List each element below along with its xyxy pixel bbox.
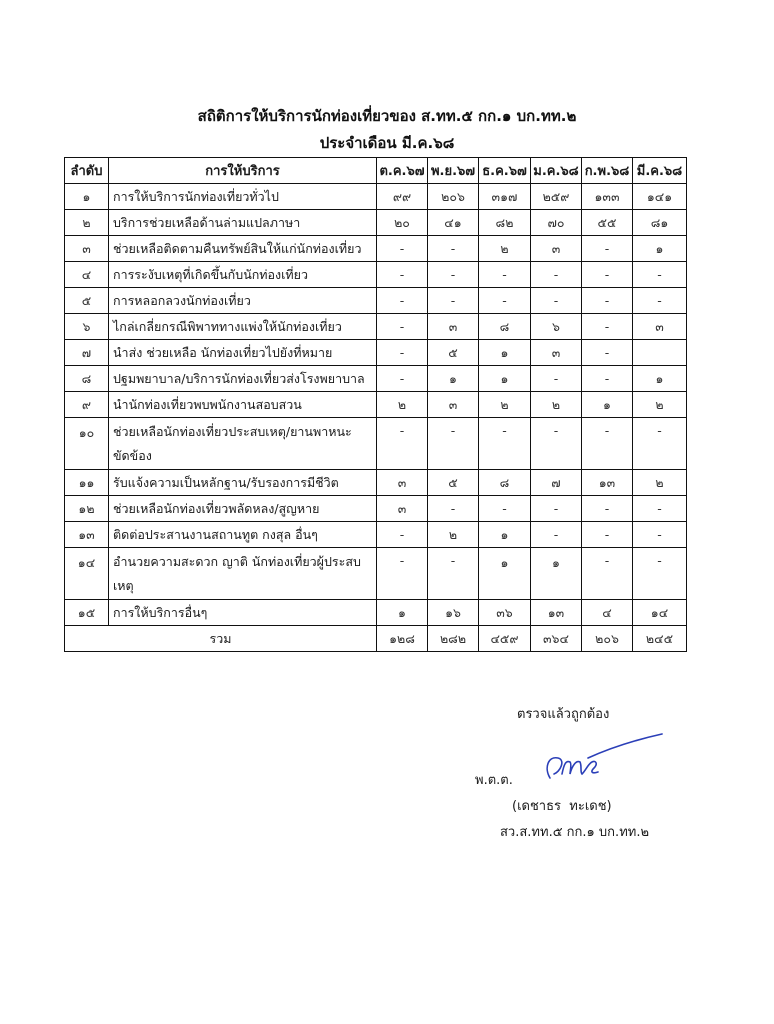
header-month: ก.พ.๖๘ [582, 158, 633, 184]
row-number: ๘ [65, 366, 109, 392]
signer-rank: พ.ต.ต. [475, 773, 513, 788]
verified-text: ตรวจแล้วถูกต้อง [517, 707, 610, 722]
service-name: นำส่ง ช่วยเหลือ นักท่องเที่ยวไปยังที่หมาย [109, 340, 377, 366]
month-value: - [377, 522, 428, 548]
month-value: ๓ [428, 314, 479, 340]
service-name: ช่วยเหลือนักท่องเที่ยวพลัดหลง/สูญหาย [109, 496, 377, 522]
row-number: ๑๒ [65, 496, 109, 522]
month-value: ๑๓ [582, 470, 633, 496]
month-value: ๑๔๑ [633, 184, 687, 210]
table-row [65, 340, 687, 366]
month-value: - [531, 522, 582, 548]
row-number: ๑ [65, 184, 109, 210]
table-row [65, 262, 687, 288]
table-row [65, 210, 687, 236]
month-value: ๑ [633, 236, 687, 262]
service-name: ไกล่เกลี่ยกรณีพิพาททางแพ่งให้นักท่องเที่ยว [109, 314, 377, 340]
month-value: - [633, 522, 687, 548]
table-row [65, 600, 687, 626]
table-header-row [65, 158, 687, 184]
month-value: ๒ [479, 392, 531, 418]
month-value: ๑ [377, 600, 428, 626]
month-value: ๑๓๓ [582, 184, 633, 210]
month-value: ๘ [479, 470, 531, 496]
document-title: สถิติการให้บริการนักท่องเที่ยวของ ส.ทท.๕ กก.๑ บก.ทท.๒ [197, 107, 577, 125]
month-value: ๓ [377, 470, 428, 496]
month-value: - [582, 522, 633, 548]
month-value: - [582, 548, 633, 600]
month-value: - [377, 236, 428, 262]
service-name: นำนักท่องเที่ยวพบพนักงานสอบสวน [109, 392, 377, 418]
month-value: - [582, 262, 633, 288]
header-month: พ.ย.๖๗ [428, 158, 479, 184]
table-row [65, 470, 687, 496]
month-value: ๗ [531, 470, 582, 496]
row-number: ๙ [65, 392, 109, 418]
header-month: ม.ค.๖๘ [531, 158, 582, 184]
month-value: - [377, 548, 428, 600]
table-row [65, 236, 687, 262]
total-label: รวม [65, 626, 377, 652]
row-number: ๑๓ [65, 522, 109, 548]
service-name: รับแจ้งความเป็นหลักฐาน/รับรองการมีชีวิต [109, 470, 377, 496]
table-row [65, 288, 687, 314]
month-value: - [531, 418, 582, 470]
signer-name: (เดชาธร ทะเดช) [512, 799, 612, 814]
month-value: ๓ [377, 496, 428, 522]
month-value: ๘๑ [633, 210, 687, 236]
month-value: - [428, 236, 479, 262]
month-value: - [428, 262, 479, 288]
month-value: - [428, 548, 479, 600]
month-value: ๓ [531, 340, 582, 366]
month-value: ๕ [428, 340, 479, 366]
month-value: - [377, 314, 428, 340]
service-name: การให้บริการอื่นๆ [109, 600, 377, 626]
month-value: ๒ [479, 236, 531, 262]
row-number: ๑๑ [65, 470, 109, 496]
month-value: ๕ [428, 470, 479, 496]
month-value: - [428, 288, 479, 314]
total-row [65, 626, 687, 652]
row-number: ๑๐ [65, 418, 109, 470]
row-number: ๒ [65, 210, 109, 236]
table-row [65, 418, 687, 470]
header-month: มี.ค.๖๘ [633, 158, 687, 184]
table-row [65, 314, 687, 340]
month-value: - [377, 340, 428, 366]
service-name: บริการช่วยเหลือด้านล่ามแปลภาษา [109, 210, 377, 236]
month-value: - [582, 496, 633, 522]
total-value: ๑๒๘ [377, 626, 428, 652]
month-value: ๒๐๖ [428, 184, 479, 210]
table-row [65, 184, 687, 210]
total-value: ๓๖๔ [531, 626, 582, 652]
month-value: ๒ [428, 522, 479, 548]
service-name: ติดต่อประสานงานสถานทูต กงสุล อื่นๆ [109, 522, 377, 548]
month-value: - [531, 288, 582, 314]
month-value: - [377, 288, 428, 314]
month-value: - [582, 236, 633, 262]
month-value: - [377, 418, 428, 470]
month-value: ๖ [531, 314, 582, 340]
month-value: - [479, 262, 531, 288]
month-value: ๗๐ [531, 210, 582, 236]
table-row [65, 548, 687, 600]
month-value: ๓ [633, 314, 687, 340]
month-value: - [633, 262, 687, 288]
month-value: ๒๐ [377, 210, 428, 236]
table-row [65, 366, 687, 392]
row-number: ๑๔ [65, 548, 109, 600]
month-value: - [479, 496, 531, 522]
header-month: ต.ค.๖๗ [377, 158, 428, 184]
month-value: ๔ [582, 600, 633, 626]
signer-position: สว.ส.ทท.๕ กก.๑ บก.ทท.๒ [500, 825, 650, 840]
month-value: - [479, 288, 531, 314]
month-value: ๓๖ [479, 600, 531, 626]
month-value: - [582, 314, 633, 340]
service-name: ช่วยเหลือนักท่องเที่ยวประสบเหตุ/ยานพาหนะขัดข้อง [109, 418, 377, 470]
month-value: - [633, 548, 687, 600]
month-value: - [582, 366, 633, 392]
total-value: ๒๐๖ [582, 626, 633, 652]
document-subtitle: ประจำเดือน มี.ค.๖๘ [319, 134, 455, 152]
table-row [65, 496, 687, 522]
month-value: - [633, 418, 687, 470]
month-value: - [531, 366, 582, 392]
month-value: ๑๔ [633, 600, 687, 626]
month-value: ๘๒ [479, 210, 531, 236]
month-value: - [582, 418, 633, 470]
service-name: การให้บริการนักท่องเที่ยวทั่วไป [109, 184, 377, 210]
month-value: ๑ [531, 548, 582, 600]
row-number: ๑๕ [65, 600, 109, 626]
signature-stroke [547, 734, 662, 778]
total-value: ๔๕๙ [479, 626, 531, 652]
month-value: ๑๓ [531, 600, 582, 626]
month-value: ๑๖ [428, 600, 479, 626]
total-value: ๒๘๒ [428, 626, 479, 652]
total-value: ๒๔๕ [633, 626, 687, 652]
row-number: ๓ [65, 236, 109, 262]
month-value: - [633, 496, 687, 522]
month-value: - [531, 496, 582, 522]
month-value: ๓๑๗ [479, 184, 531, 210]
month-value: ๑ [479, 548, 531, 600]
service-name: ปฐมพยาบาล/บริการนักท่องเที่ยวส่งโรงพยาบาล [109, 366, 377, 392]
month-value: ๑ [479, 522, 531, 548]
month-value: ๕๕ [582, 210, 633, 236]
month-value: - [633, 288, 687, 314]
month-value: ๒ [531, 392, 582, 418]
month-value: - [479, 418, 531, 470]
month-value: ๔๑ [428, 210, 479, 236]
month-value: ๓ [428, 392, 479, 418]
service-name: ช่วยเหลือติดตามคืนทรัพย์สินให้แก่นักท่องเที่ยว [109, 236, 377, 262]
header-month: ธ.ค.๖๗ [479, 158, 531, 184]
row-number: ๕ [65, 288, 109, 314]
row-number: ๖ [65, 314, 109, 340]
service-name: อำนวยความสะดวก ญาติ นักท่องเที่ยวผู้ประสบเหตุ [109, 548, 377, 600]
month-value: ๙๙ [377, 184, 428, 210]
month-value: ๑ [582, 392, 633, 418]
month-value: - [377, 262, 428, 288]
month-value: ๒ [633, 392, 687, 418]
month-value: - [582, 340, 633, 366]
table-row [65, 392, 687, 418]
month-value: ๒๕๙ [531, 184, 582, 210]
signature-image [540, 728, 665, 783]
header-service: การให้บริการ [109, 158, 377, 184]
month-value: ๑ [479, 340, 531, 366]
statistics-table [64, 157, 687, 652]
table-row [65, 522, 687, 548]
month-value: ๑ [428, 366, 479, 392]
header-no: ลำดับ [65, 158, 109, 184]
month-value: - [428, 418, 479, 470]
month-value: - [531, 262, 582, 288]
service-name: การหลอกลวงนักท่องเที่ยว [109, 288, 377, 314]
month-value: - [377, 366, 428, 392]
month-value [633, 340, 687, 366]
row-number: ๗ [65, 340, 109, 366]
month-value: ๑ [479, 366, 531, 392]
month-value: ๘ [479, 314, 531, 340]
month-value: ๑ [633, 366, 687, 392]
month-value: ๓ [531, 236, 582, 262]
month-value: ๒ [377, 392, 428, 418]
month-value: - [582, 288, 633, 314]
service-name: การระงับเหตุที่เกิดขึ้นกับนักท่องเที่ยว [109, 262, 377, 288]
row-number: ๔ [65, 262, 109, 288]
month-value: ๒ [633, 470, 687, 496]
month-value: - [428, 496, 479, 522]
